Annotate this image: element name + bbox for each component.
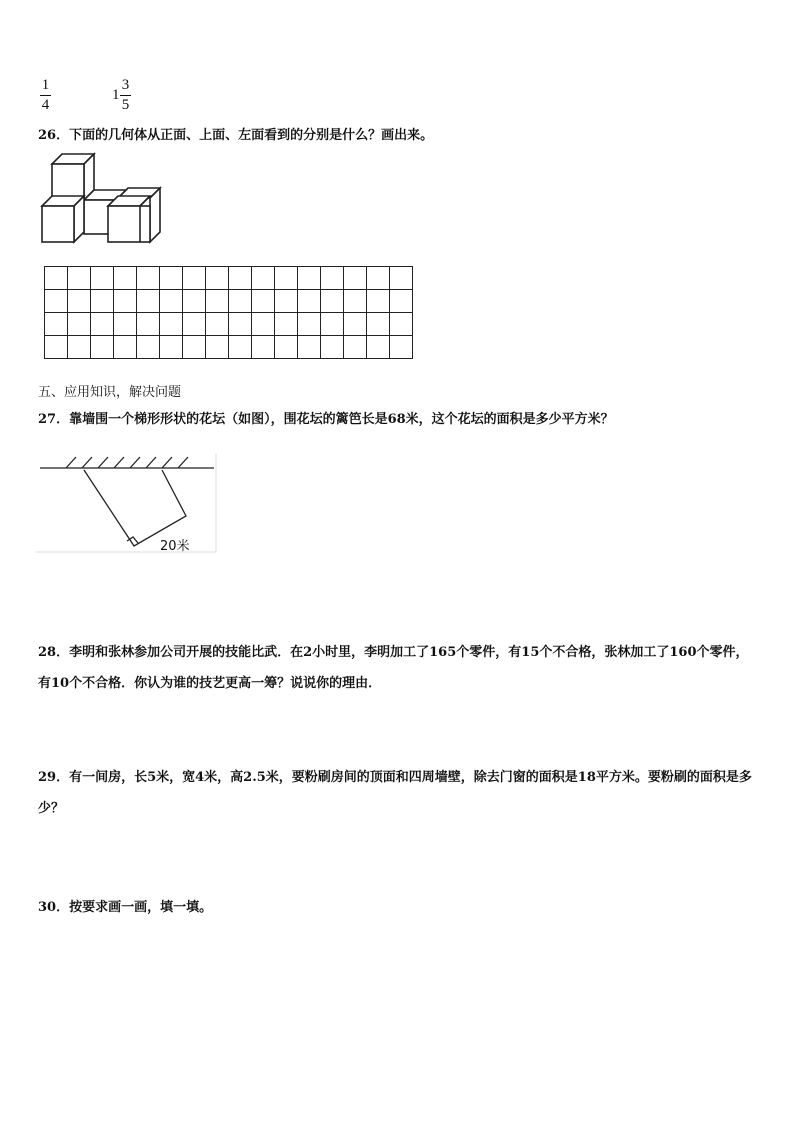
grid-row [45, 313, 413, 336]
grid-cell[interactable] [68, 267, 91, 290]
grid-cell[interactable] [298, 290, 321, 313]
grid-cell[interactable] [114, 313, 137, 336]
grid-cell[interactable] [183, 267, 206, 290]
grid-cell[interactable] [390, 336, 413, 359]
grid-cell[interactable] [252, 267, 275, 290]
grid-cell[interactable] [160, 290, 183, 313]
grid-cell[interactable] [68, 290, 91, 313]
section-title: 五、应用知识，解决问题 [38, 385, 182, 400]
denominator: 4 [41, 97, 50, 113]
grid-row [45, 336, 413, 359]
question-28: 28．李明和张林参加公司开展的技能比武．在2小时里，李明加工了165个零件，有15个不合格，张林加工了160个零件，有10个不合格．你认为谁的技艺更高一筹？说说你的理由． [38, 645, 749, 691]
grid-cell[interactable] [137, 313, 160, 336]
grid-cell[interactable] [206, 290, 229, 313]
grid-cell[interactable] [321, 336, 344, 359]
grid-cell[interactable] [160, 267, 183, 290]
grid-cell[interactable] [160, 336, 183, 359]
grid-cell[interactable] [137, 290, 160, 313]
grid-cell[interactable] [344, 313, 367, 336]
grid-cell[interactable] [45, 267, 68, 290]
grid-cell[interactable] [298, 313, 321, 336]
grid-cell[interactable] [91, 313, 114, 336]
trapezoid-flowerbed-figure [36, 450, 218, 554]
grid-cell[interactable] [367, 290, 390, 313]
grid-cell[interactable] [275, 267, 298, 290]
grid-cell[interactable] [229, 290, 252, 313]
question-26: 26．下面的几何体从正面、上面、左面看到的分别是什么？画出来。 [38, 128, 434, 143]
grid-cell[interactable] [206, 313, 229, 336]
grid-cell[interactable] [252, 313, 275, 336]
grid-cell[interactable] [367, 336, 390, 359]
grid-cell[interactable] [68, 313, 91, 336]
grid-cell[interactable] [275, 290, 298, 313]
grid-row [45, 290, 413, 313]
fraction-one-quarter [40, 78, 51, 113]
grid-cell[interactable] [344, 267, 367, 290]
grid-cell[interactable] [160, 313, 183, 336]
grid-cell[interactable] [344, 336, 367, 359]
grid-cell[interactable] [321, 313, 344, 336]
grid-cell[interactable] [275, 336, 298, 359]
drawing-grid[interactable] [44, 266, 413, 359]
grid-cell[interactable] [137, 336, 160, 359]
grid-cell[interactable] [183, 336, 206, 359]
grid-cell[interactable] [275, 313, 298, 336]
grid-cell[interactable] [344, 290, 367, 313]
grid-row [45, 267, 413, 290]
question-30: 30．按要求画一画，填一填。 [38, 900, 213, 915]
denominator: 5 [121, 97, 130, 113]
mixed-number-whole: 1 [112, 87, 120, 103]
grid-cell[interactable] [183, 290, 206, 313]
grid-cell[interactable] [321, 290, 344, 313]
grid-cell[interactable] [229, 313, 252, 336]
grid-cell[interactable] [206, 267, 229, 290]
grid-cell[interactable] [298, 267, 321, 290]
fraction-bar [40, 95, 51, 96]
fraction-bar [120, 95, 131, 96]
grid-cell[interactable] [298, 336, 321, 359]
grid-cell[interactable] [91, 290, 114, 313]
grid-cell[interactable] [114, 290, 137, 313]
grid-cell[interactable] [367, 313, 390, 336]
grid-cell[interactable] [68, 336, 91, 359]
grid-cell[interactable] [321, 267, 344, 290]
grid-cell[interactable] [229, 336, 252, 359]
grid-cell[interactable] [390, 267, 413, 290]
question-29: 29．有一间房，长5米，宽4米，高2.5米，要粉刷房间的顶面和四周墙壁，除去门窗的面积是18平方米。要粉刷的面积是多少？ [38, 770, 752, 816]
grid-cell[interactable] [183, 313, 206, 336]
grid-cell[interactable] [45, 336, 68, 359]
grid-cell[interactable] [390, 290, 413, 313]
grid-cell[interactable] [114, 267, 137, 290]
grid-cell[interactable] [252, 290, 275, 313]
numerator: 1 [41, 77, 50, 93]
grid-cell[interactable] [137, 267, 160, 290]
grid-cell[interactable] [252, 336, 275, 359]
grid-cell[interactable] [114, 336, 137, 359]
numerator: 3 [121, 77, 130, 93]
grid-cell[interactable] [229, 267, 252, 290]
grid-cell[interactable] [91, 267, 114, 290]
question-27: 27．靠墙围一个梯形形状的花坛（如图），围花坛的篱笆长是68米，这个花坛的面积是多少平方米？ [38, 412, 614, 427]
grid-cell[interactable] [45, 313, 68, 336]
grid-cell[interactable] [91, 336, 114, 359]
grid-cell[interactable] [367, 267, 390, 290]
cube-figure [38, 150, 164, 246]
grid-cell[interactable] [45, 290, 68, 313]
grid-cell[interactable] [390, 313, 413, 336]
grid-cell[interactable] [206, 336, 229, 359]
figure-label-20m: 20米 [160, 539, 190, 554]
fraction-three-fifths [120, 78, 131, 113]
